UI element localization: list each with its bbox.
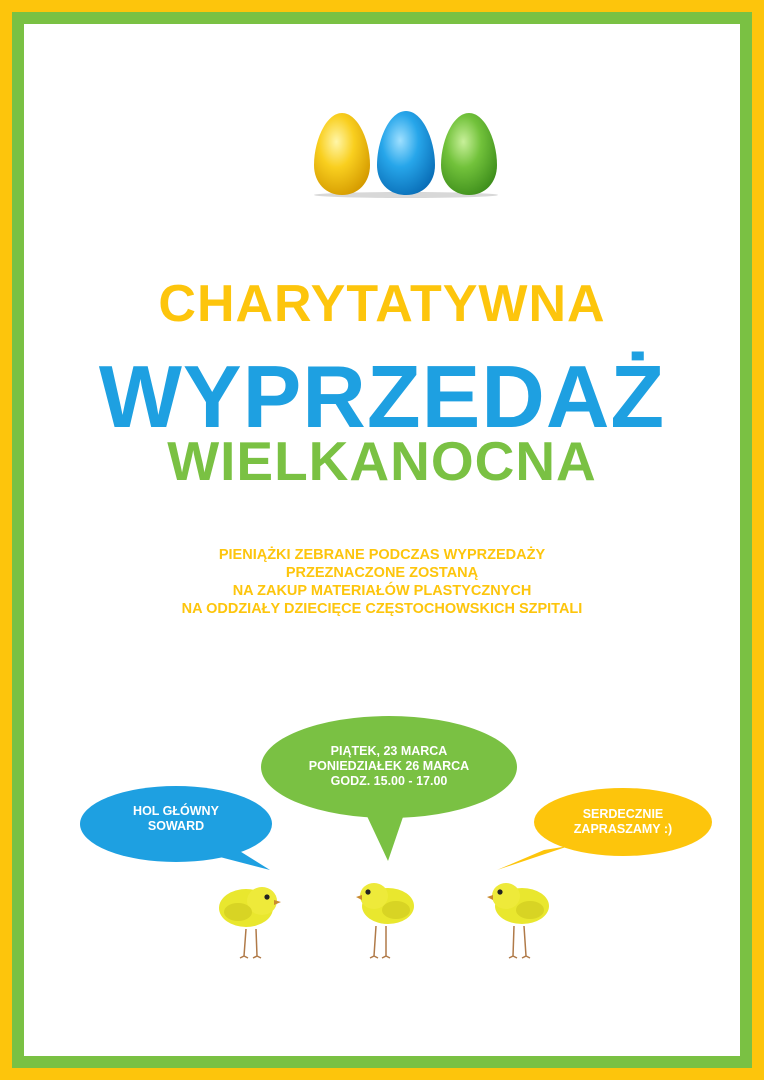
heading-wyprzedaz: WYPRZEDAŻ <box>98 347 666 446</box>
invite-text <box>543 807 703 837</box>
chick-left <box>219 887 281 958</box>
dates-line: GODZ. 15.00 - 17.00 <box>330 774 448 788</box>
description-line: NA ODDZIAŁY DZIECIĘCE CZĘSTOCHOWSKICH SZPITALI <box>181 601 583 617</box>
dates-text <box>289 744 489 789</box>
description-line: NA ZAKUP MATERIAŁÓW PLASTYCZNYCH <box>232 583 532 599</box>
dates-line: PONIEDZIAŁEK 26 MARCA <box>308 759 470 773</box>
location-line: HOL GŁÓWNY <box>133 804 219 818</box>
chick-middle <box>356 883 414 958</box>
heading-wielkanocna: WIELKANOCNA <box>167 430 597 492</box>
bubbles-and-chicks-scene <box>24 24 740 1056</box>
invite-line: ZAPRASZAMY :) <box>573 822 673 836</box>
description-line: PRZEZNACZONE ZOSTANĄ <box>285 565 479 581</box>
location-line: SOWARD <box>147 819 205 833</box>
invite-line: SERDECZNIE <box>582 807 664 821</box>
description-line: PIENIĄŻKI ZEBRANE PODCZAS WYPRZEDAŻY <box>218 547 546 563</box>
dates-line: PIĄTEK, 23 MARCA <box>330 744 448 758</box>
location-text <box>106 804 246 834</box>
chick-right <box>487 883 549 958</box>
heading-charytatywna: CHARYTATYWNA <box>158 275 606 333</box>
poster-sheet <box>24 24 740 1056</box>
